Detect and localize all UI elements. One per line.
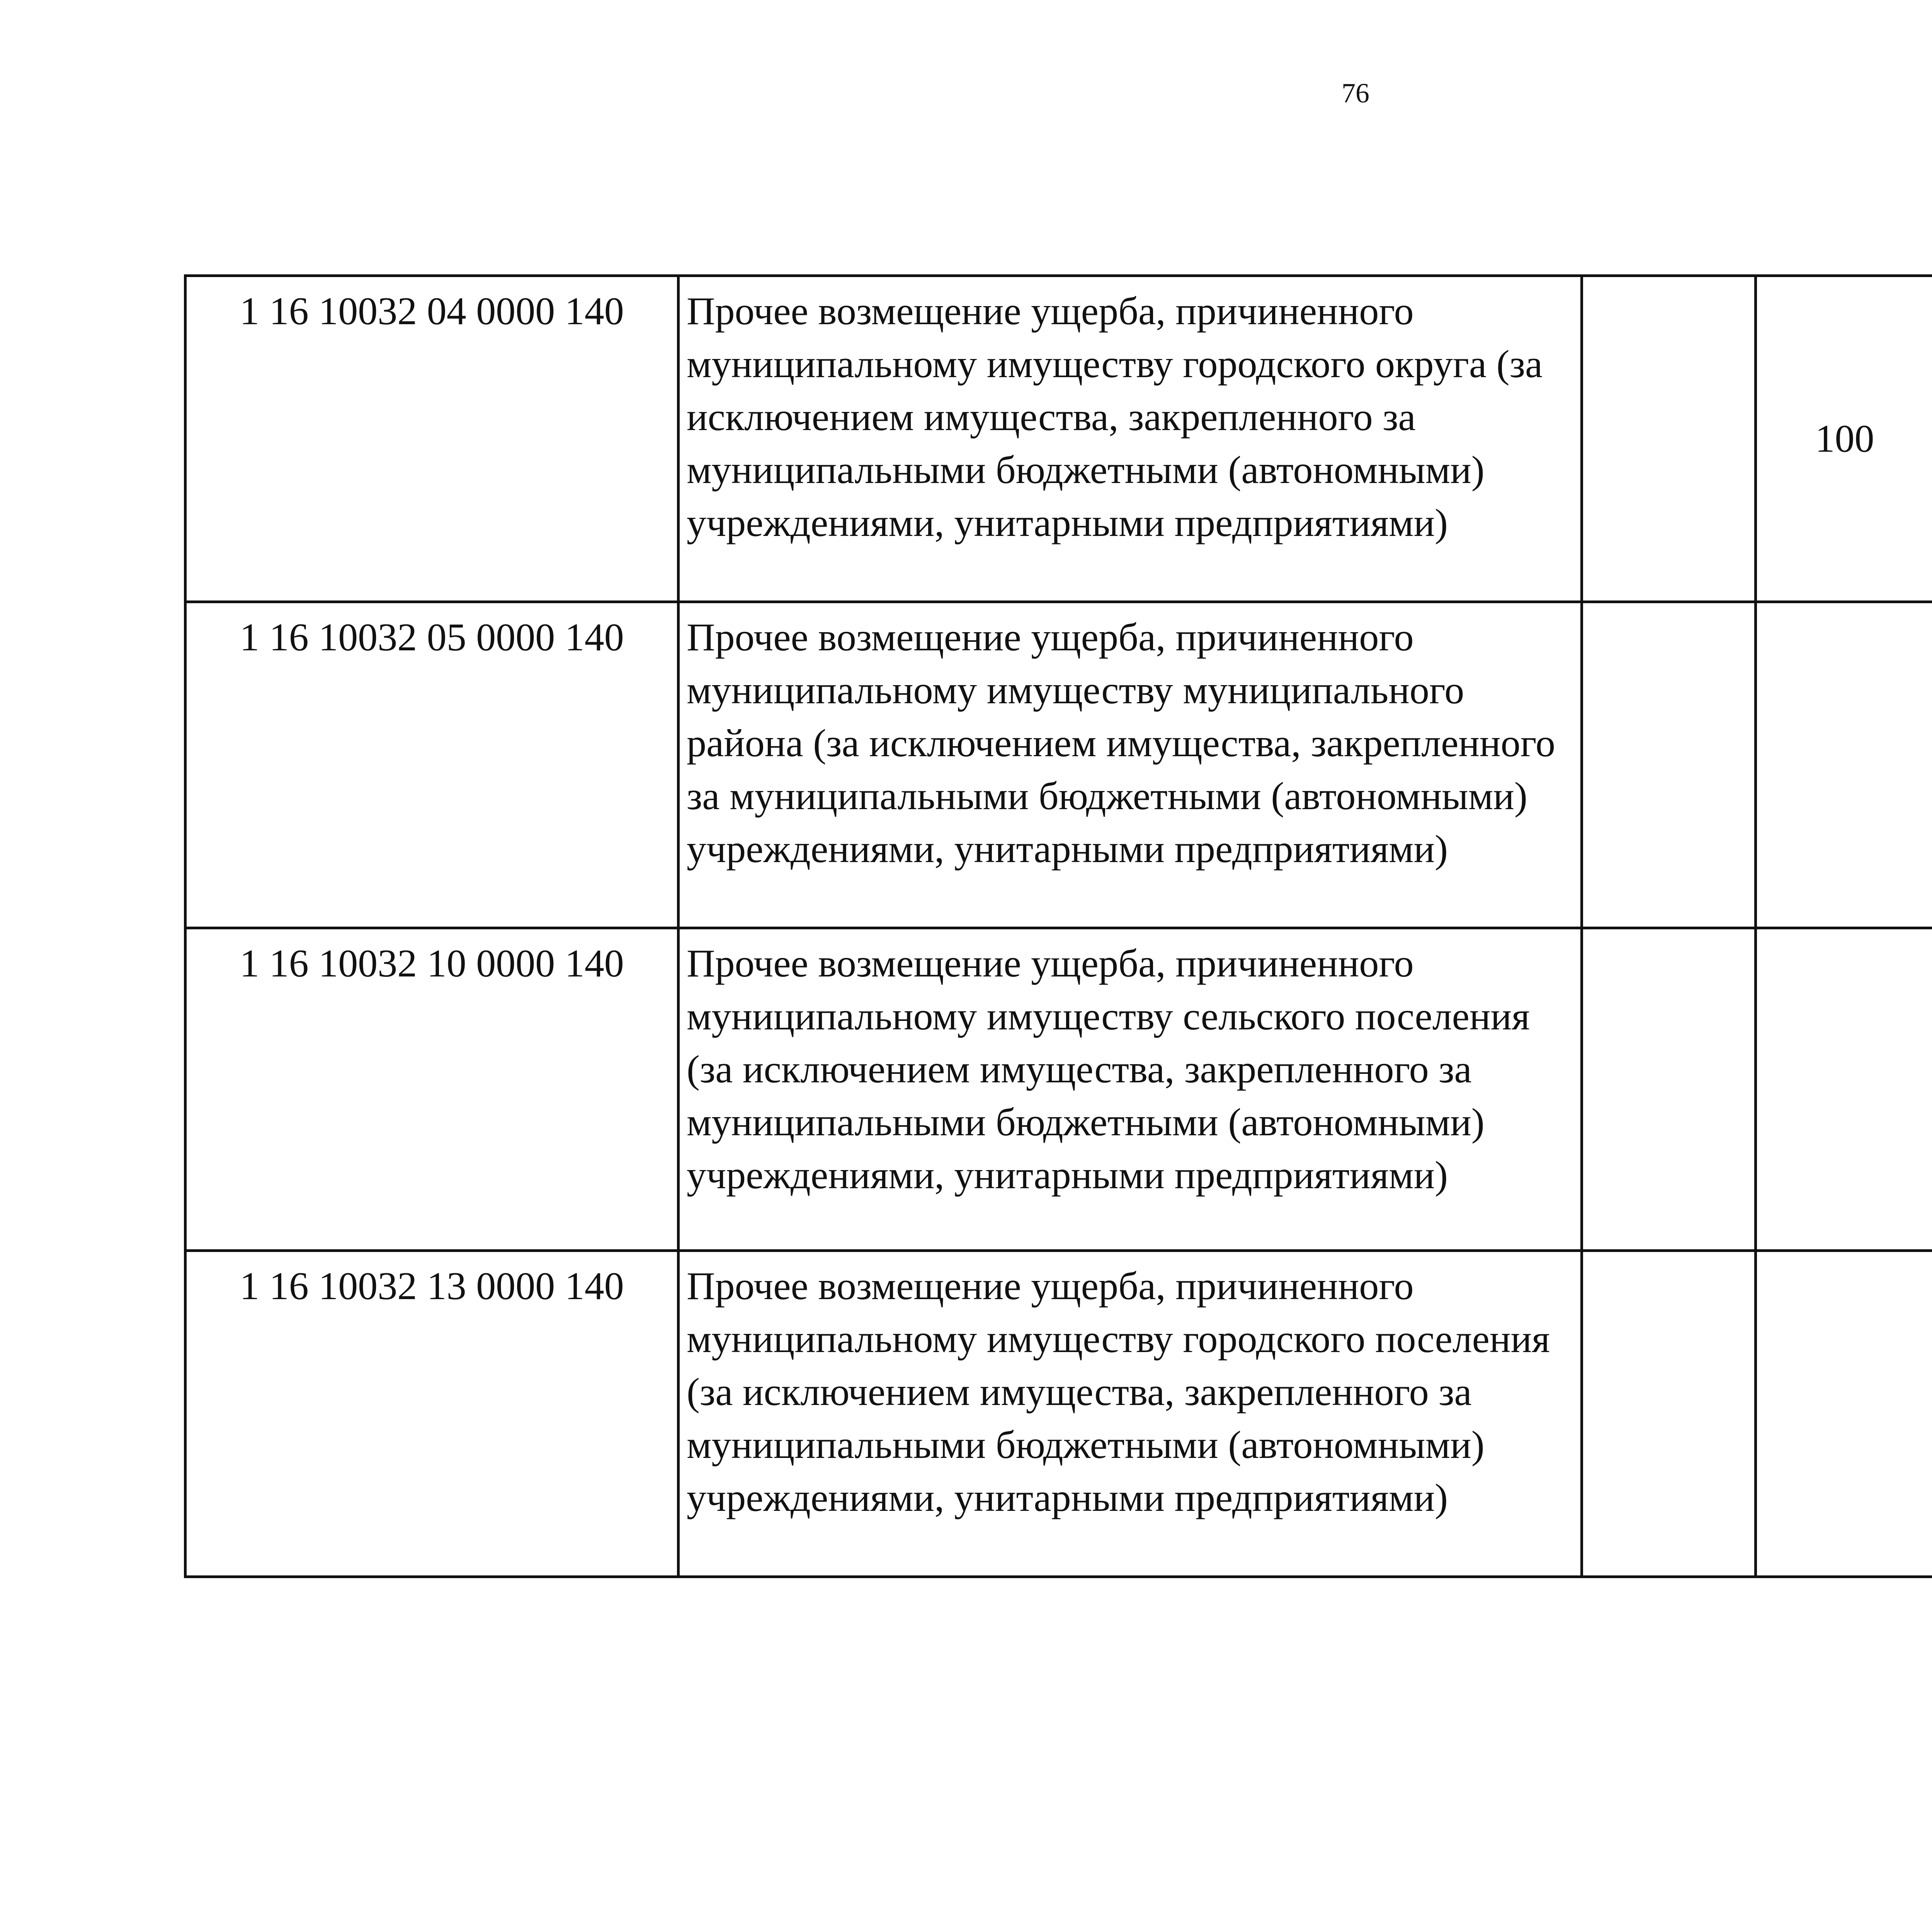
budget-code-cell: 1 16 10032 10 0000 140 [185, 928, 679, 1251]
value-cell: 100 [1756, 276, 1932, 602]
value-cell [1582, 276, 1756, 602]
table-row [185, 602, 1932, 928]
description-cell: Прочее возмещение ущерба, причиненного муниципальному имуществу городского округа (за исключением имущества, закрепленного за муниципальными бюджетными (автономными) учреждениями, унитарными предприятиями) [679, 276, 1582, 602]
table-row [185, 276, 1932, 602]
description-cell: Прочее возмещение ущерба, причиненного муниципальному имуществу муниципального района (за исключением имущества, закрепленного за муниципальными бюджетными (автономными) учреждениями, унитарными предприятиями) [679, 602, 1582, 928]
budget-code-cell: 1 16 10032 13 0000 140 [185, 1251, 679, 1577]
value-cell [1756, 928, 1932, 1251]
budget-code-cell: 1 16 10032 04 0000 140 [185, 276, 679, 602]
value-cell [1582, 928, 1756, 1251]
description-cell: Прочее возмещение ущерба, причиненного муниципальному имуществу сельского поселения (за исключением имущества, закрепленного за муниципальными бюджетными (автономными) учреждениями, унитарными предприятиями) [679, 928, 1582, 1251]
budget-code-cell: 1 16 10032 05 0000 140 [185, 602, 679, 928]
value-cell [1756, 1251, 1932, 1577]
value-cell [1582, 1251, 1756, 1577]
table-row [185, 1251, 1932, 1577]
table-row [185, 928, 1932, 1251]
revenue-classification-table [184, 274, 1932, 1578]
value-cell [1582, 602, 1756, 928]
description-cell: Прочее возмещение ущерба, причиненного муниципальному имуществу городского поселения (за исключением имущества, закрепленного за муниципальными бюджетными (автономными) учреждениями, унитарными предприятиями) [679, 1251, 1582, 1577]
value-cell [1756, 602, 1932, 928]
page-number: 76 [1342, 78, 1369, 109]
